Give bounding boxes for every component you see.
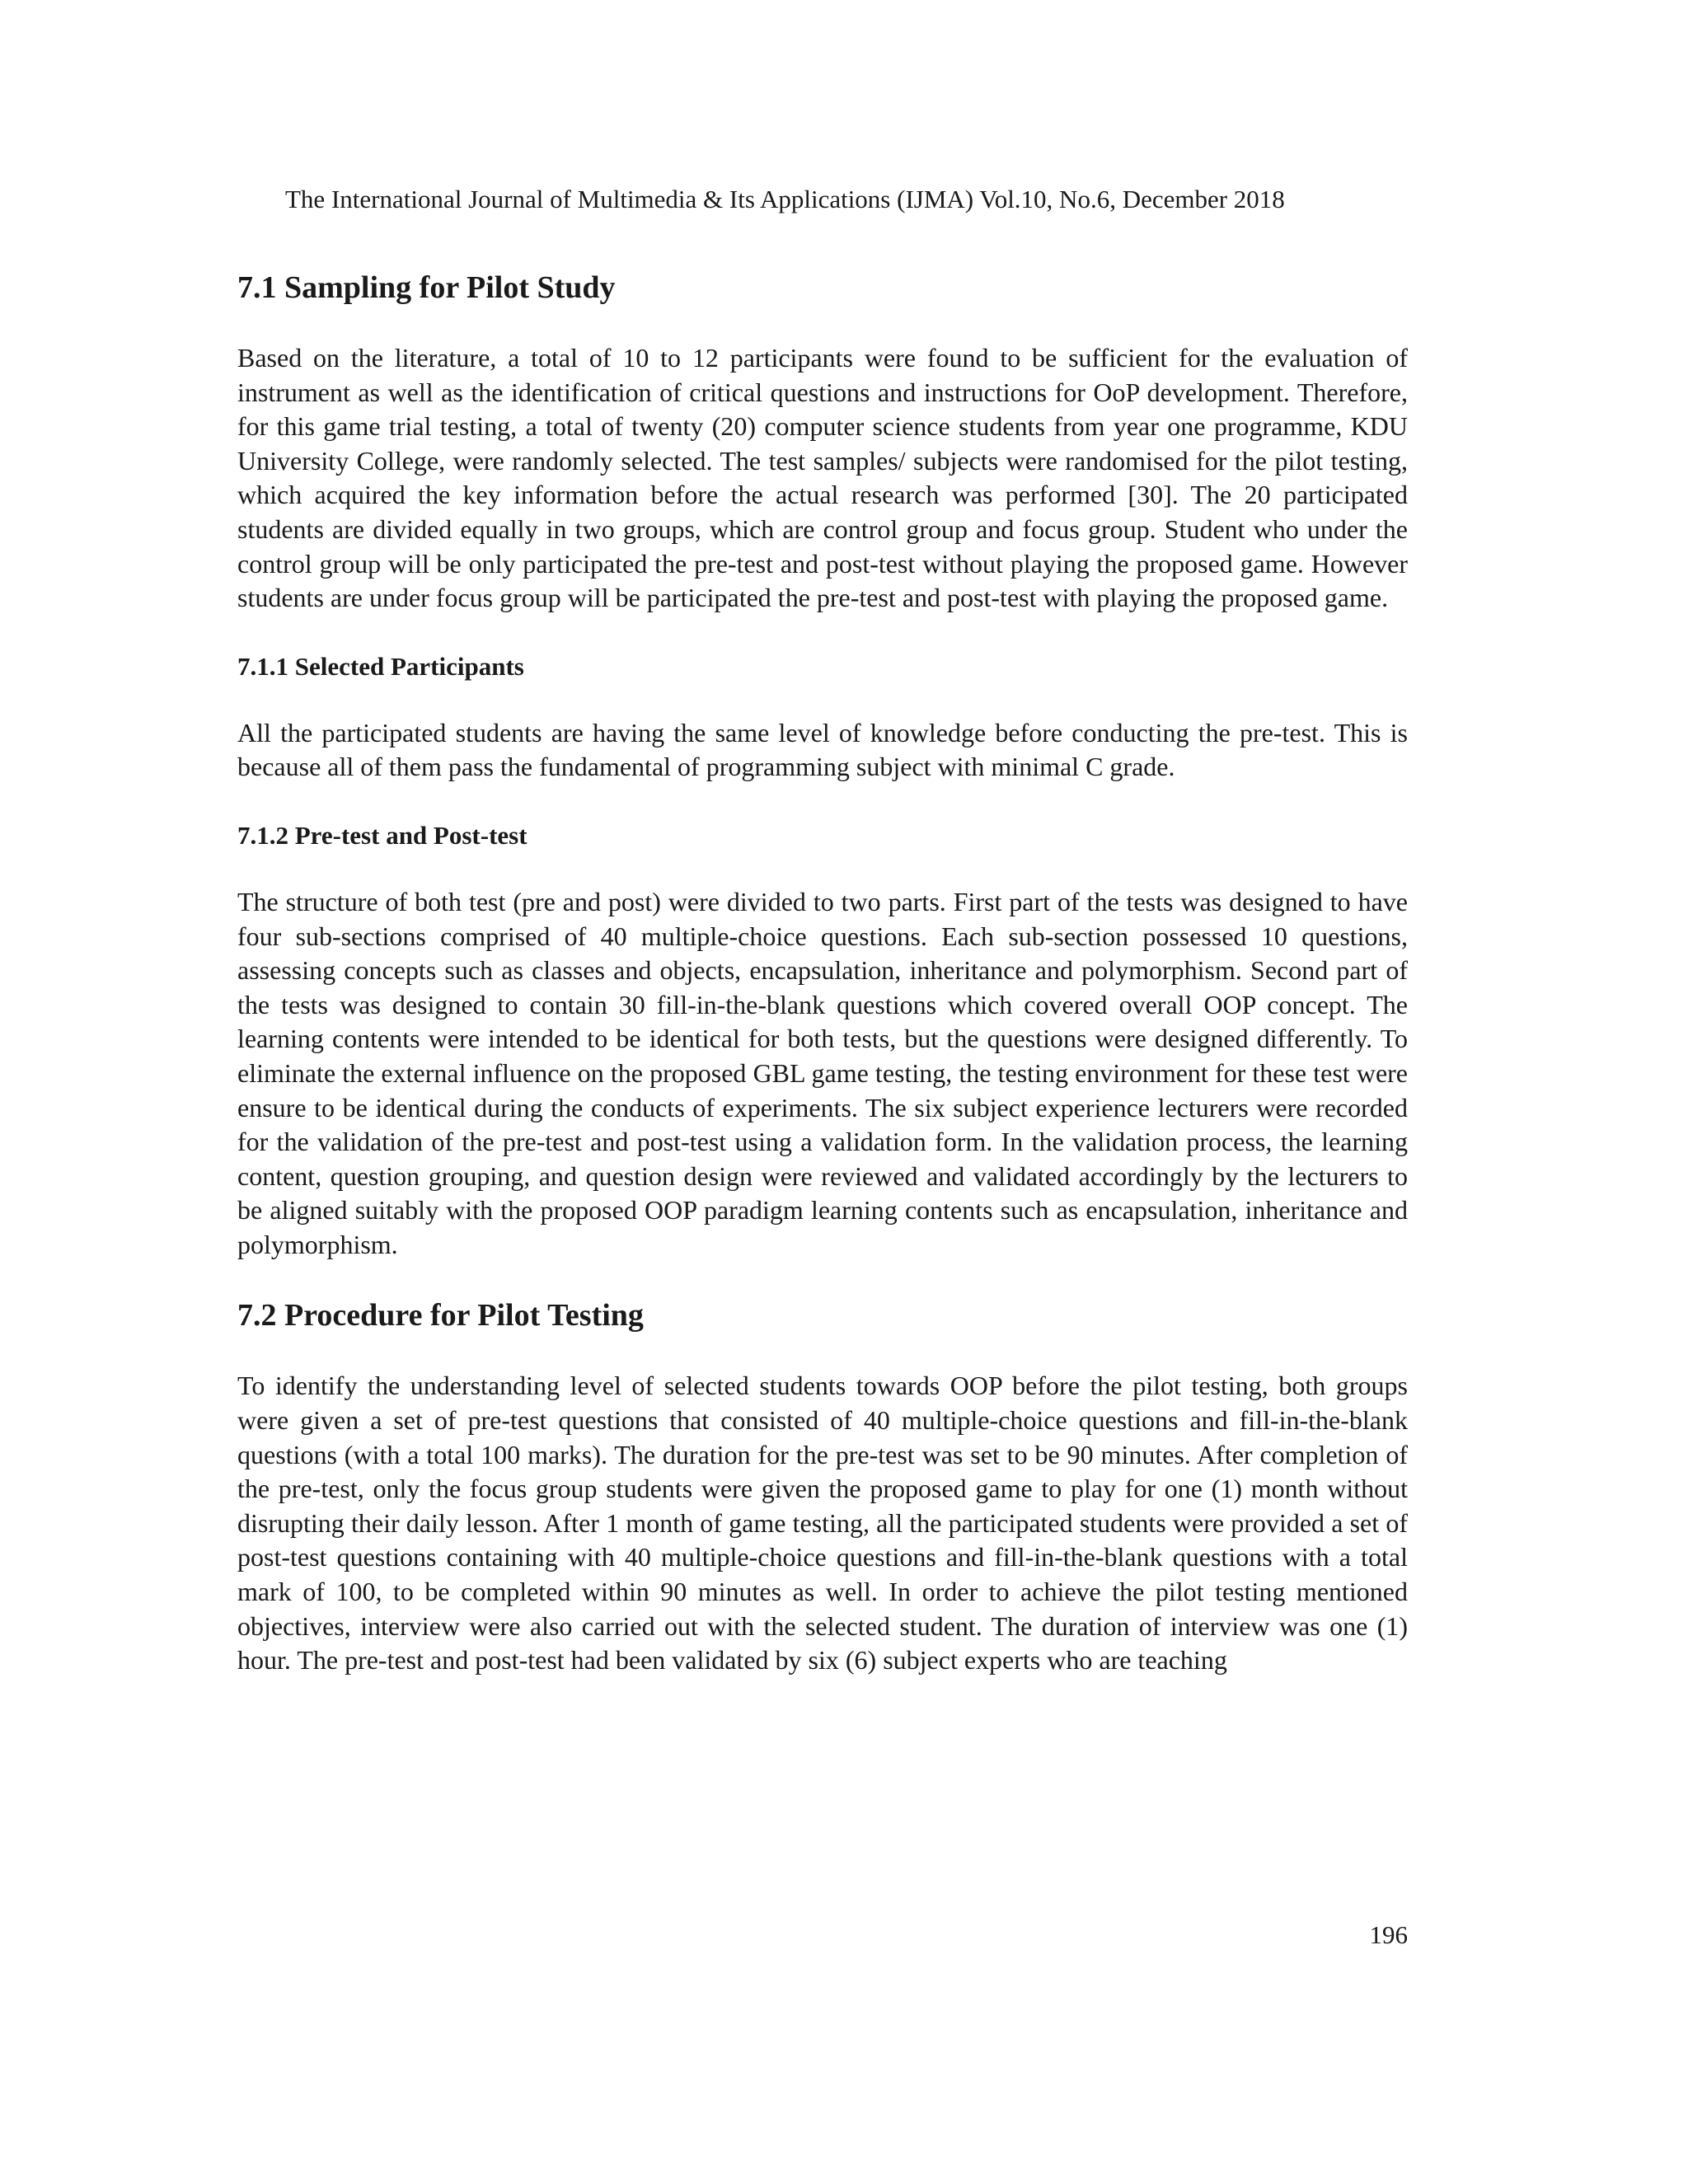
section-heading-7-1-2: 7.1.2 Pre-test and Post-test xyxy=(237,820,528,850)
page-body xyxy=(237,269,1408,1713)
section-7-1 xyxy=(237,269,1408,616)
section-heading-7-1-1: 7.1.1 Selected Participants xyxy=(237,651,524,681)
section-paragraph-7-1-1: All the participated students are having the same level of knowledge before conducting the pre-test. This is because all of them pass the fundamental of programming subject with minimal C grade. xyxy=(237,717,1408,782)
section-heading-7-1: 7.1 Sampling for Pilot Study xyxy=(237,270,616,305)
section-paragraph-7-1: Based on the literature, a total of 10 to 12 participants were found to be sufficient for the evaluation of instrument as well as the identification of critical questions and instructions for OoP development. Therefore, for this game trial testing, a total of twenty (20) computer science students from year one programme, KDU University College, were randomly selected. The test samples/ subjects were randomised for the pilot testing, which acquired the key information before the actual research was performed [30]. The 20 participated students are divided equally in two groups, which are control group and focus group. Student who under the control group will be only participated the pre-test and post-test without playing the proposed game. However students are under focus group will be participated the pre-test and post-test with playing the proposed game. xyxy=(237,343,1408,613)
section-7-1-1 xyxy=(237,650,1408,785)
section-heading-7-2: 7.2 Procedure for Pilot Testing xyxy=(237,1298,644,1333)
section-paragraph-7-1-2: The structure of both test (pre and post) were divided to two parts. First part of the tests was designed to have four sub-sections comprised of 40 multiple-choice questions. Each sub-section possessed 10 questions, assessing concepts such as classes and objects, encapsulation, inheritance and polymorphism. Second part of the tests was designed to contain 30 fill-in-the-blank questions which covered overall OOP concept. The learning contents were intended to be identical for both tests, but the questions were designed differently. To eliminate the external influence on the proposed GBL game testing, the testing environment for these test were ensure to be identical during the conducts of experiments. The six subject experience lecturers were recorded for the validation of the pre-test and post-test using a validation form. In the validation process, the learning content, question grouping, and question design were reviewed and validated accordingly by the lecturers to be aligned suitably with the proposed OOP paradigm learning contents such as encapsulation, inheritance and polymorphism. xyxy=(237,886,1408,1259)
section-7-1-2 xyxy=(237,819,1408,1263)
page-number: 196 xyxy=(1369,1920,1408,1949)
section-7-2 xyxy=(237,1296,1408,1677)
section-paragraph-7-2: To identify the understanding level of selected students towards OOP before the pilot testing, both groups were given a set of pre-test questions that consisted of 40 multiple-choice questions and fill-in-the-blank questions (with a total 100 marks). The duration for the pre-test was set to be 90 minutes. After completion of the pre-test, only the focus group students were given the proposed game to play for one (1) month without disrupting their daily lesson. After 1 month of game testing, all the participated students were provided a set of post-test questions containing with 40 multiple-choice questions and fill-in-the-blank questions with a total mark of 100, to be completed within 90 minutes as well. In order to achieve the pilot testing mentioned objectives, interview were also carried out with the selected student. The duration of interview was one (1) hour. The pre-test and post-test had been validated by six (6) subject experts who are teaching xyxy=(237,1371,1408,1675)
running-header: The International Journal of Multimedia & Its Applications (IJMA) Vol.10, No.6, December 2018 xyxy=(285,185,1285,213)
